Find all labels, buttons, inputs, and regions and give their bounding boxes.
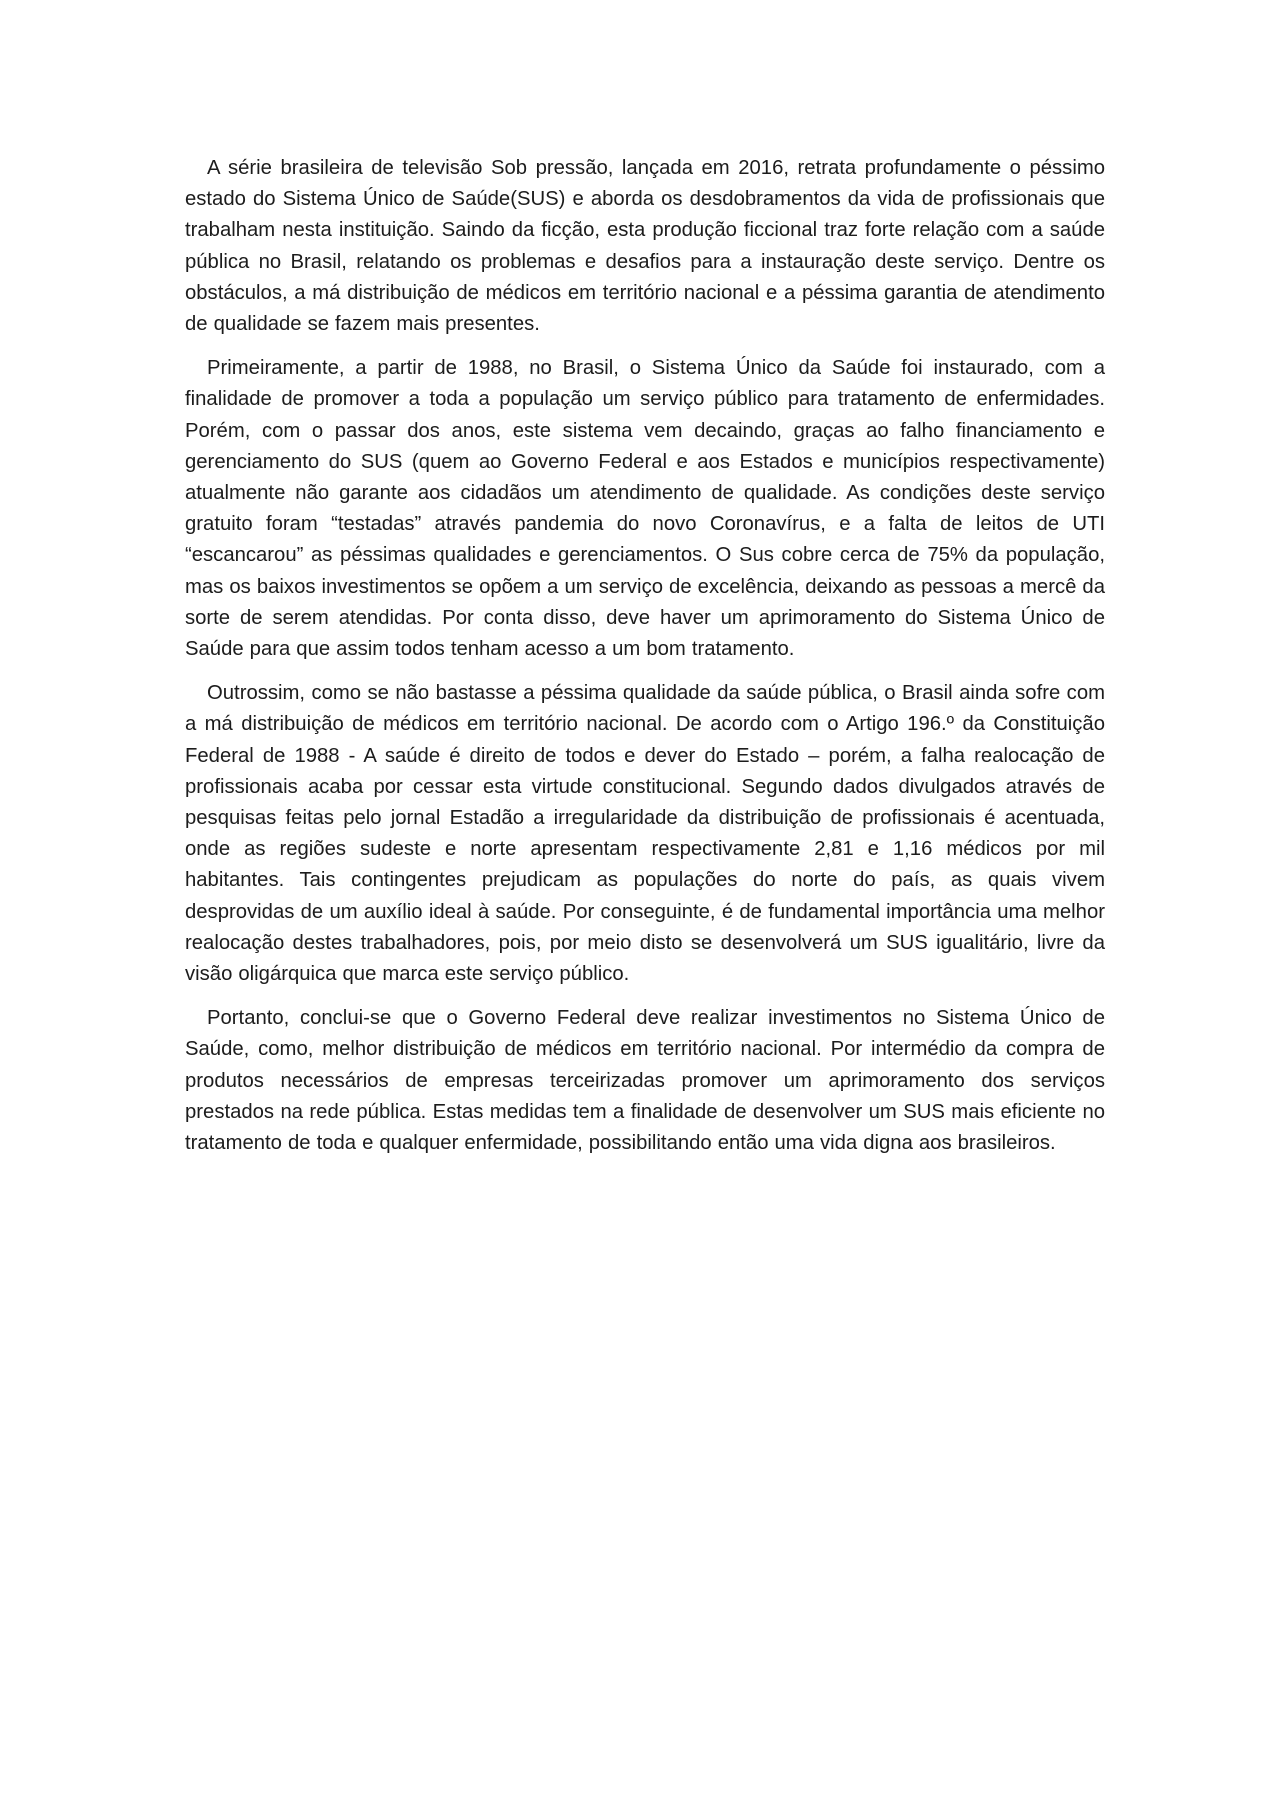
paragraph-development-1: Primeiramente, a partir de 1988, no Brasil, o Sistema Único da Saúde foi instaurado, com a finalidade de promover a toda a população um serviço público para tratamento de enfermidades. Porém, com o passar dos anos, este sistema vem decaindo, graças ao falho financiamento e gerenciamento do SUS (quem ao Governo Federal e aos Estados e municípios respectivamente) atualmente não garante aos cidadãos um atendimento de qualidade. As condições deste serviço gratuito foram “testadas” através pandemia do novo Coronavírus, e a falta de leitos de UTI “escancarou” as péssimas qualidades e gerenciamentos. O Sus cobre cerca de 75% da população, mas os baixos investimentos se opõem a um serviço de excelência, deixando as pessoas a mercê da sorte de serem atendidas. Por conta disso, deve haver um aprimoramento do Sistema Único de Saúde para que assim todos tenham acesso a um bom tratamento.: [185, 357, 1105, 661]
paragraph-conclusion: Portanto, conclui-se que o Governo Federal deve realizar investimentos no Sistema Único de Saúde, como, melhor distribuição de médicos em território nacional. Por intermédio da compra de produtos necessários de empresas terceirizadas promover um aprimoramento dos serviços prestados na rede pública. Estas medidas tem a finalidade de desenvolver um SUS mais eficiente no tratamento de toda e qualquer enfermidade, possibilitando então uma vida digna aos brasileiros.: [185, 1007, 1105, 1155]
paragraph-introduction: A série brasileira de televisão Sob pressão, lançada em 2016, retrata profundamente o péssimo estado do Sistema Único de Saúde(SUS) e aborda os desdobramentos da vida de profissionais que trabalham nesta instituição. Saindo da ficção, esta produção ficcional traz forte relação com a saúde pública no Brasil, relatando os problemas e desafios para a instauração deste serviço. Dentre os obstáculos, a má distribuição de médicos em território nacional e a péssima garantia de atendimento de qualidade se fazem mais presentes.: [185, 157, 1105, 336]
document-body: [185, 153, 1105, 1172]
paragraph-development-2: Outrossim, como se não bastasse a péssima qualidade da saúde pública, o Brasil ainda sofre com a má distribuição de médicos em território nacional. De acordo com o Artigo 196.º da Constituição Federal de 1988 - A saúde é direito de todos e dever do Estado – porém, a falha realocação de profissionais acaba por cessar esta virtude constitucional. Segundo dados divulgados através de pesquisas feitas pelo jornal Estadão a irregularidade da distribuição de profissionais é acentuada, onde as regiões sudeste e norte apresentam respectivamente 2,81 e 1,16 médicos por mil habitantes. Tais contingentes prejudicam as populações do norte do país, as quais vivem desprovidas de um auxílio ideal à saúde. Por conseguinte, é de fundamental importância uma melhor realocação destes trabalhadores, pois, por meio disto se desenvolverá um SUS igualitário, livre da visão oligárquica que marca este serviço público.: [185, 682, 1105, 986]
